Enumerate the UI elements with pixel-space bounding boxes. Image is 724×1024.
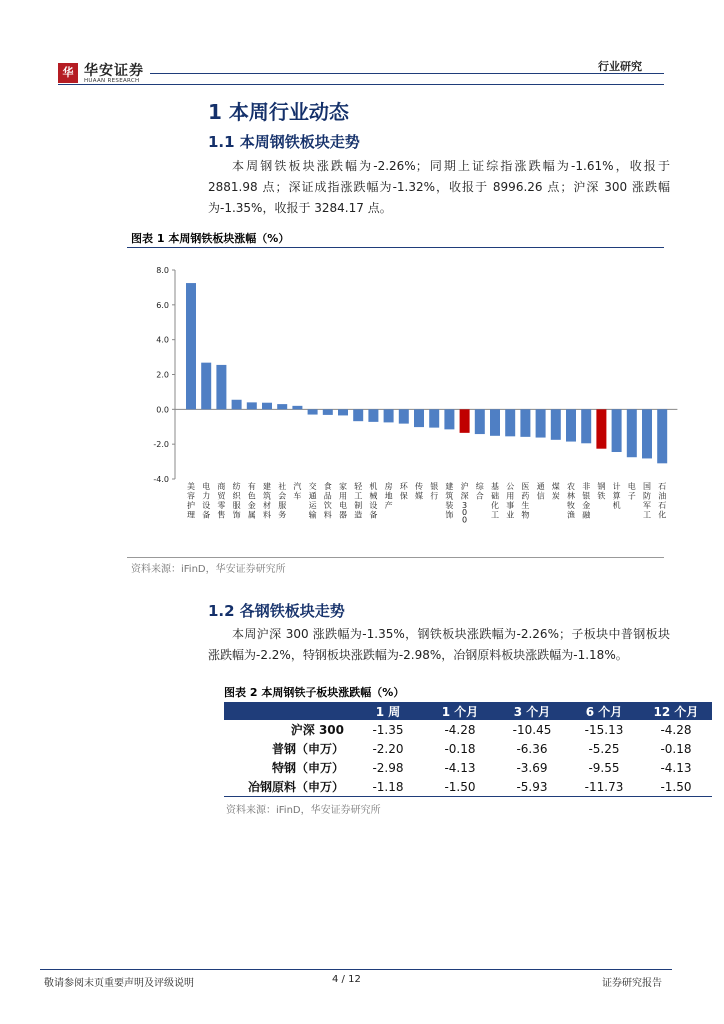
header-rule: [150, 73, 664, 74]
bar-社会服务: [277, 404, 287, 409]
header-rule-bottom: [58, 84, 664, 85]
table-cell: -9.55: [588, 760, 620, 775]
row-label: 冶钢原料（申万）: [224, 777, 352, 797]
x-tick-label: 电力设备: [202, 482, 211, 520]
table-header-cell: 3 个月: [496, 702, 568, 720]
table-cell: -0.18: [444, 741, 476, 756]
x-tick-label: 非银金融: [582, 482, 591, 520]
table-cell: -5.25: [588, 741, 620, 756]
table-header-row: [224, 702, 712, 720]
x-tick-label: 银行: [430, 482, 439, 501]
table-cell: -11.73: [568, 777, 640, 797]
figure1-top-rule: [127, 247, 664, 248]
x-tick-label: 建筑装饰: [445, 482, 454, 520]
x-labels-group: [187, 481, 666, 524]
table-row: [224, 777, 712, 797]
y-tick-label: 6.0: [156, 300, 169, 310]
company-logo-subtitle: HUAAN RESEARCH: [84, 78, 140, 84]
figure1-bottom-rule: [127, 557, 664, 558]
table-row: [224, 739, 712, 758]
footer-disclaimer: 敬请参阅末页重要声明及评级说明: [44, 978, 194, 989]
y-tick-label: -4.0: [153, 475, 169, 484]
bar-石油石化: [657, 409, 667, 463]
y-tick-label: 8.0: [156, 266, 169, 275]
figure1-title: 图表 1 本周钢铁板块涨幅（%）: [131, 232, 290, 245]
paragraph-1: 本周钢铁板块涨跌幅为-2.26%；同期上证综指涨跌幅为-1.61%，收报于 2881.98 点；深证成指涨跌幅为-1.32%，收报于 8996.26 点；沪深 300 涨跌幅为-1.35%，收报于 3284.17 点。: [208, 159, 670, 215]
table-cell: -2.20: [372, 741, 404, 756]
page-number: 4 / 12: [332, 974, 361, 985]
table-header-cell: 12 个月: [640, 702, 712, 720]
x-tick-label: 食品饮料: [323, 482, 332, 520]
x-tick-label: 建筑材料: [263, 482, 271, 520]
bar-商贸零售: [216, 365, 226, 409]
y-tick-label: 0.0: [156, 405, 169, 415]
x-tick-label: 基础化工: [491, 482, 499, 520]
bars-group: [186, 283, 667, 463]
footer-rule: [40, 969, 672, 970]
table-cell: -1.18: [352, 777, 424, 797]
y-tick-label: 4.0: [156, 335, 169, 345]
header-category-tag: 行业研究: [598, 60, 642, 73]
table-cell: -3.69: [516, 760, 548, 775]
x-tick-label: 传媒: [415, 482, 423, 501]
x-tick-label: 环保: [399, 482, 408, 501]
bar-美容护理: [186, 283, 196, 409]
table-cell: -10.45: [512, 722, 552, 737]
bar-沪深300: [460, 409, 470, 433]
table-cell: -5.93: [496, 777, 568, 797]
y-tick-label: -2.0: [153, 440, 169, 450]
table-cell: -6.36: [516, 741, 548, 756]
x-tick-label: 沪深 3 0 0: [460, 482, 469, 525]
x-tick-label: 电子: [627, 482, 636, 501]
table-cell: -4.13: [444, 760, 476, 775]
table-row: [224, 720, 712, 739]
bar-有色金属: [247, 402, 257, 409]
table-cell: -0.18: [660, 741, 692, 756]
bar-钢铁: [596, 409, 606, 448]
bar-食品饮料: [323, 409, 333, 415]
x-tick-label: 汽车: [293, 482, 302, 501]
figure1-source: 资料来源：iFinD，华安证券研究所: [131, 564, 286, 575]
bar-电力设备: [201, 363, 211, 410]
x-tick-label: 煤炭: [551, 482, 560, 501]
bar-电子: [627, 409, 637, 457]
bar-农林牧渔: [566, 409, 576, 441]
bar-计算机: [612, 409, 622, 452]
table-cell: -1.50: [424, 777, 496, 797]
bar-公用事业: [505, 409, 515, 436]
paragraph-2: 本周沪深 300 涨跌幅为-1.35%，钢铁板块涨跌幅为-2.26%；子板块中普钢板块涨跌幅为-2.2%，特钢板块涨跌幅为-2.98%，冶钢原料板块涨跌幅为-1.18%。: [208, 627, 670, 662]
company-logo-text: 华安证券: [84, 63, 144, 79]
x-tick-label: 社会服务: [278, 482, 287, 520]
row-label: 普钢（申万）: [271, 742, 344, 756]
x-tick-label: 轻工制造: [354, 482, 363, 520]
table-header-cell: [224, 702, 352, 720]
table-header-cell: 1 周: [352, 702, 424, 720]
bar-纺织服饰: [232, 400, 242, 410]
bar-传媒: [414, 409, 424, 427]
x-tick-label: 医药生物: [521, 482, 530, 520]
row-label: 沪深 300: [290, 723, 344, 737]
x-tick-label: 美容护理: [187, 482, 195, 520]
table-cell: -4.28: [444, 722, 476, 737]
bar-非银金融: [581, 409, 591, 443]
x-tick-label: 家用电器: [339, 482, 347, 520]
x-tick-label: 计算机: [612, 482, 621, 510]
bar-建筑材料: [262, 403, 272, 410]
y-axis: [153, 266, 677, 484]
x-tick-label: 钢铁: [597, 482, 606, 501]
bar-家用电器: [338, 409, 348, 415]
bar-煤炭: [551, 409, 561, 439]
bar-基础化工: [490, 409, 500, 435]
table-cell: -4.28: [660, 722, 692, 737]
x-tick-label: 房地产: [384, 482, 393, 510]
row-label: 特钢（申万）: [271, 761, 344, 775]
x-tick-label: 交通运输: [308, 482, 317, 520]
bar-环保: [399, 409, 409, 423]
bar-房地产: [384, 409, 394, 422]
x-tick-label: 国防军工: [643, 482, 651, 520]
table-cell: -15.13: [584, 722, 624, 737]
x-tick-label: 纺织服饰: [232, 482, 241, 520]
returns-table: [224, 702, 712, 797]
x-tick-label: 有色金属: [247, 482, 256, 520]
table-cell: -4.13: [660, 760, 692, 775]
x-tick-label: 综合: [475, 482, 484, 501]
bar-汽车: [292, 406, 302, 409]
bar-机械设备: [368, 409, 378, 422]
bar-交通运输: [308, 409, 318, 414]
table-header-cell: 1 个月: [424, 702, 496, 720]
table-cell: -1.50: [640, 777, 712, 797]
figure2-source: 资料来源：iFinD，华安证券研究所: [226, 805, 381, 816]
subsection-title-1: 1.1 本周钢铁板块走势: [208, 133, 360, 151]
bar-轻工制造: [353, 409, 363, 421]
figure2-title: 图表 2 本周钢铁子板块涨跌幅（%）: [224, 686, 405, 699]
table-cell: -2.98: [372, 760, 404, 775]
bar-医药生物: [520, 409, 530, 437]
x-tick-label: 公用事业: [506, 482, 515, 520]
table-header-cell: 6 个月: [568, 702, 640, 720]
x-tick-label: 机械设备: [369, 482, 378, 520]
bar-建筑装饰: [444, 409, 454, 429]
section-title: 1 本周行业动态: [208, 100, 349, 124]
bar-chart: [127, 258, 667, 558]
y-tick-label: 2.0: [156, 370, 169, 380]
x-tick-label: 农林牧渔: [567, 482, 575, 520]
x-tick-label: 石油石化: [658, 482, 667, 520]
subsection-title-2: 1.2 各钢铁板块走势: [208, 602, 345, 620]
table-row: [224, 758, 712, 777]
bar-国防军工: [642, 409, 652, 458]
table-cell: -1.35: [372, 722, 404, 737]
bar-通信: [536, 409, 546, 437]
bar-综合: [475, 409, 485, 434]
footer-report-type: 证券研究报告: [602, 978, 662, 989]
x-tick-label: 商贸零售: [217, 482, 226, 520]
x-tick-label: 通信: [536, 482, 545, 501]
bar-银行: [429, 409, 439, 427]
company-logo-mark: 华: [58, 63, 78, 83]
